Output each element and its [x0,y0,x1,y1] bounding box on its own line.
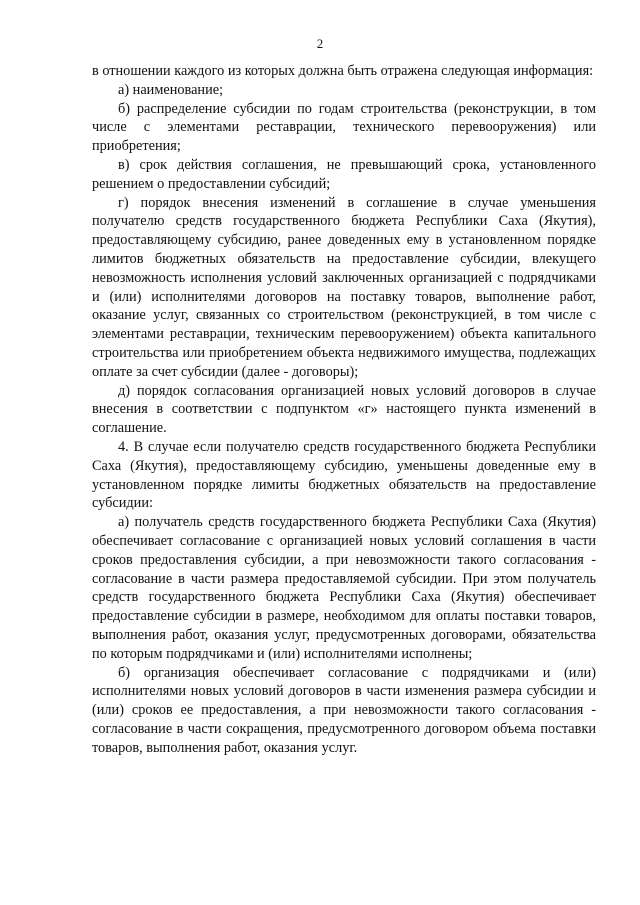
paragraph-item-g-amendments: г) порядок внесения изменений в соглашение в случае уменьшения получателю средств государственного бюджета Республики Саха (Якутия), предоставляющему субсидию, ранее доведенных ему в установленном порядке лимитов бюджетных обязательств на предоставление субсидии, влекущего невозможность исполнения условий заключенных организацией с подрядчиками и (или) исполнителями договоров на поставку товаров, выполнение работ, оказание услуг, связанных со строительством (реконструкцией, в том числе с элементами реставрации, техническим перевооружением) объекта капитального строительства или приобретением объекта недвижимого имущества, подлежащих оплате за счет субсидии (далее - договоры); [92,194,596,380]
paragraph-item-d-approval: д) порядок согласования организацией новых условий договоров в случае внесения в соответствии с подпунктом «г» настоящего пункта изменений в соглашение. [92,382,596,437]
paragraph-clause-4: 4. В случае если получателю средств государственного бюджета Республики Саха (Якутия), предоставляющему субсидию, уменьшены доведенные ему в установленном порядке лимиты бюджетных обязательств на предоставление субсидии: [92,438,596,512]
paragraph-item-b-distribution: б) распределение субсидии по годам строительства (реконструкции, в том числе с элементами реставрации, технического перевооружения) или приобретения; [92,100,596,155]
document-body [92,62,596,757]
paragraph-clause-4-item-a: а) получатель средств государственного бюджета Республики Саха (Якутия) обеспечивает согласование с организацией новых условий соглашения в части сроков предоставления субсидии, а при невозможности такого согласования - согласование в части размера предоставляемой субсидии. При этом получатель средств государственного бюджета Республики Саха (Якутия) обеспечивает предоставление субсидии в размере, необходимом для оплаты поставки товаров, выполнения работ, оказания услуг, предусмотренных договорами, обязательства по которым подрядчиками и (или) исполнителями исполнены; [92,514,596,662]
paragraph-item-a-name: а) наименование; [118,81,224,98]
paragraph-clause-4-item-b: б) организация обеспечивает согласование с подрядчиками и (или) исполнителями новых условий договоров в части изменения размера субсидии и (или) сроков ее предоставления, а при невозможности такого согласования - согласование в части сокращения, предусмотренного договором объема поставки товаров, выполнения работ, оказания услуг. [92,664,596,756]
paragraph-continuation: в отношении каждого из которых должна быть отражена следующая информация: [92,63,594,79]
page-number: 2 [316,36,324,51]
paragraph-item-v-term: в) срок действия соглашения, не превышающий срока, установленного решением о предоставлении субсидий; [92,156,596,192]
